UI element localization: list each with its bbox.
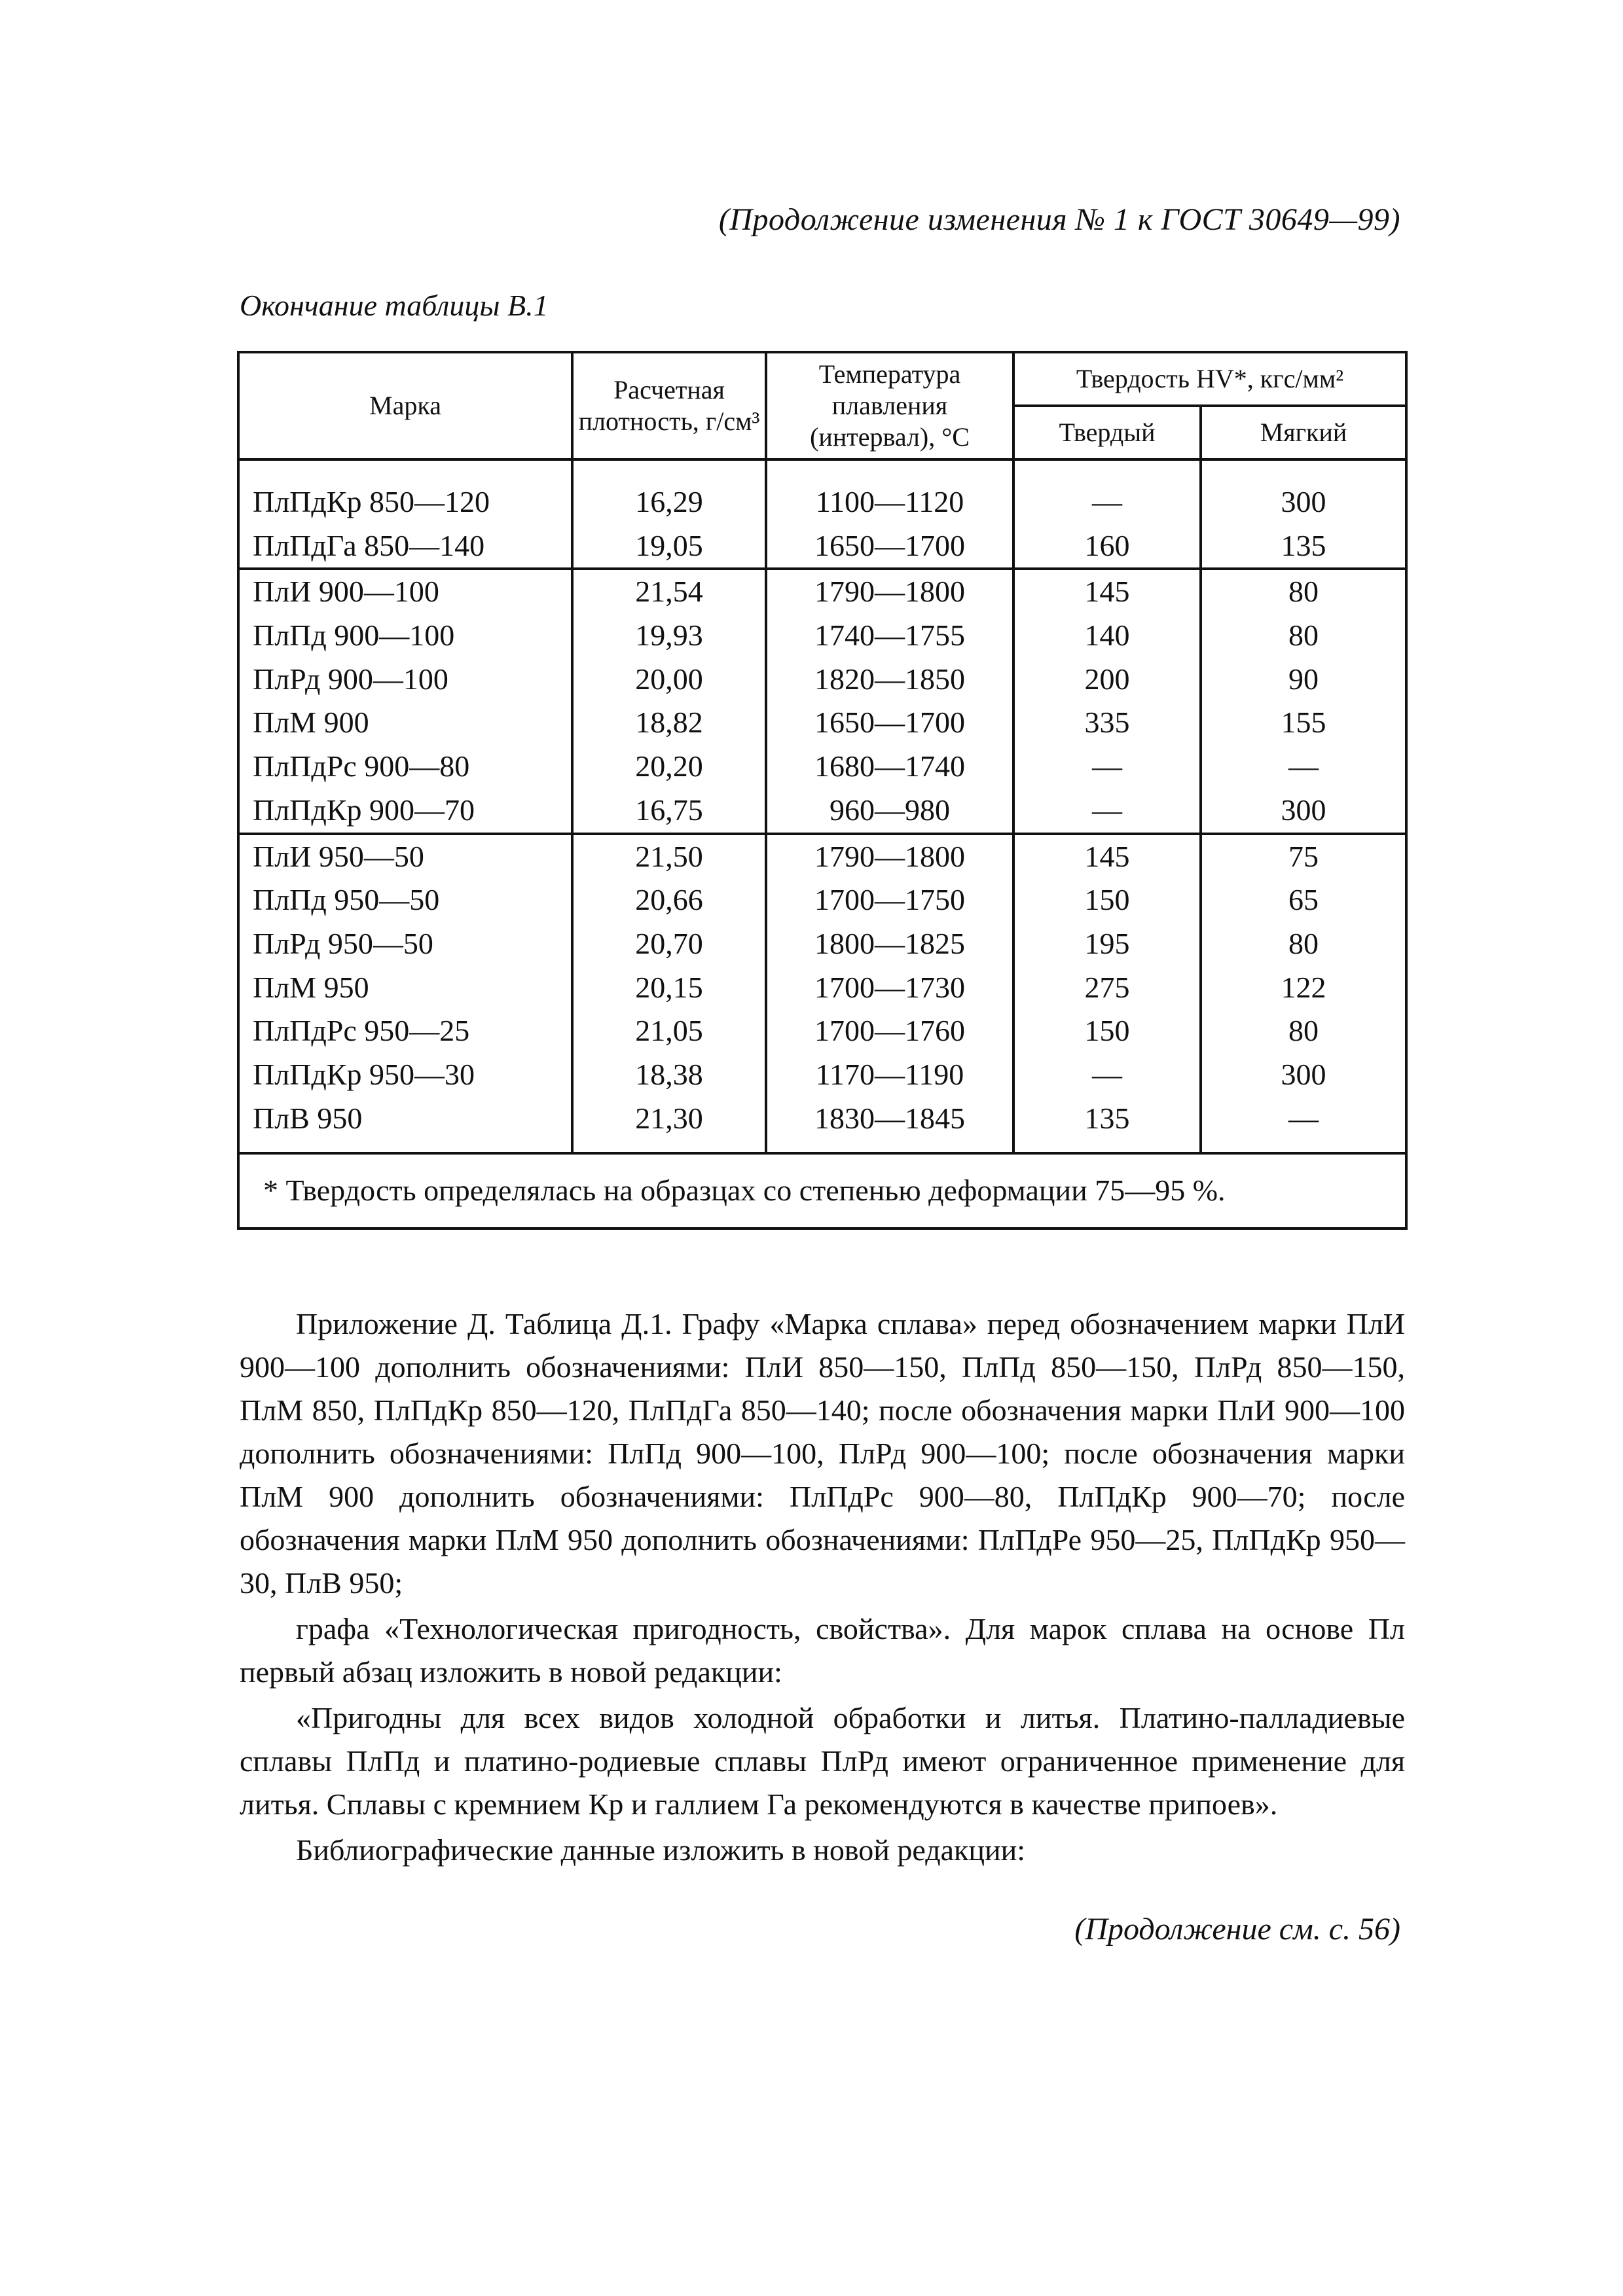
cell-hard: 135 (1013, 1097, 1201, 1154)
cell-brand: ПлВ 950 (238, 1097, 572, 1154)
cell-density: 21,50 (572, 834, 766, 879)
cell-melting-temp: 1700—1760 (766, 1009, 1013, 1053)
cell-hard: 200 (1013, 658, 1201, 702)
cell-melting-temp: 1170—1190 (766, 1053, 1013, 1097)
cell-melting-temp: 1680—1740 (766, 745, 1013, 789)
cell-soft: 65 (1201, 878, 1406, 922)
cell-density: 20,00 (572, 658, 766, 702)
paragraph: Библиографические данные изложить в новой редакции: (296, 1833, 1025, 1867)
cell-brand: ПлПдРс 950—25 (238, 1009, 572, 1053)
cell-hard: — (1013, 745, 1201, 789)
table-row (238, 789, 1406, 834)
header-melting-temp: Температура плавления (интервал), °С (766, 352, 1013, 459)
cell-density: 18,82 (572, 701, 766, 745)
cell-hard: — (1013, 459, 1201, 524)
header-hard: Твердый (1013, 406, 1201, 459)
cell-soft: 80 (1201, 569, 1406, 614)
cell-hard: 160 (1013, 524, 1201, 569)
cell-melting-temp: 1790—1800 (766, 569, 1013, 614)
cell-hard: 275 (1013, 966, 1201, 1010)
cell-density: 21,54 (572, 569, 766, 614)
cell-density: 20,20 (572, 745, 766, 789)
cell-melting-temp: 1800—1825 (766, 922, 1013, 966)
table-caption: Окончание таблицы В.1 (240, 289, 549, 322)
cell-brand: ПлМ 900 (238, 701, 572, 745)
paragraph: Приложение Д. Таблица Д.1. Графу «Марка сплава» перед обозначением марки ПлИ 900—100 дополнить обозначениями: ПлИ 850—150, ПлПд 850—150, ПлРд 850—150, ПлМ 850, ПлПдКр 850—120, ПлПдГа 850—140; после обозначения марки ПлИ 900—100 дополнить обозначениями: ПлПд 900—100, ПлРд 900—100; после обозначения марки ПлМ 900 дополнить обозначениями: ПлПдРс 900—80, ПлПдКр 900—70; после обозначения марки ПлМ 950 дополнить обозначениями: ПлПдРе 950—25, ПлПдКр 950—30, ПлВ 950; (240, 1307, 1405, 1600)
cell-brand: ПлРд 950—50 (238, 922, 572, 966)
table-row (238, 569, 1406, 614)
cell-melting-temp: 1650—1700 (766, 701, 1013, 745)
cell-soft: 80 (1201, 614, 1406, 658)
cell-density: 16,75 (572, 789, 766, 834)
cell-hard: 145 (1013, 834, 1201, 879)
cell-soft: — (1201, 1097, 1406, 1154)
cell-melting-temp: 1820—1850 (766, 658, 1013, 702)
cell-melting-temp: 1650—1700 (766, 524, 1013, 569)
body-text (240, 1302, 1405, 1874)
cell-hard: — (1013, 1053, 1201, 1097)
table-row (238, 1009, 1406, 1053)
header-density: Расчетная плотность, г/см³ (572, 352, 766, 459)
cell-soft: 155 (1201, 701, 1406, 745)
cell-soft: 80 (1201, 922, 1406, 966)
table-row (238, 745, 1406, 789)
cell-hard: 145 (1013, 569, 1201, 614)
cell-brand: ПлПд 950—50 (238, 878, 572, 922)
table-row (238, 834, 1406, 879)
table-row (238, 459, 1406, 524)
cell-melting-temp: 1100—1120 (766, 459, 1013, 524)
cell-brand: ПлПдКр 900—70 (238, 789, 572, 834)
cell-soft: 300 (1201, 789, 1406, 834)
cell-melting-temp: 960—980 (766, 789, 1013, 834)
cell-brand: ПлПдГа 850—140 (238, 524, 572, 569)
hardness-table (237, 351, 1405, 1230)
cell-density: 19,93 (572, 614, 766, 658)
cell-melting-temp: 1700—1750 (766, 878, 1013, 922)
table-row (238, 614, 1406, 658)
cell-soft: 75 (1201, 834, 1406, 879)
cell-density: 19,05 (572, 524, 766, 569)
cell-soft: 135 (1201, 524, 1406, 569)
header-hardness: Твердость HV*, кгс/мм² (1013, 352, 1406, 406)
cell-density: 20,15 (572, 966, 766, 1010)
cell-brand: ПлПд 900—100 (238, 614, 572, 658)
cell-hard: 150 (1013, 1009, 1201, 1053)
cell-brand: ПлПдКр 850—120 (238, 459, 572, 524)
data-table (237, 351, 1408, 1230)
cell-brand: ПлМ 950 (238, 966, 572, 1010)
cell-density: 18,38 (572, 1053, 766, 1097)
paragraph: «Пригодны для всех видов холодной обработки и литья. Платино-палладиевые сплавы ПлПд и платино-родиевые сплавы ПлРд имеют ограниченное применение для литья. Сплавы с кремнием Кр и галлием Га рекомендуются в качестве припоев». (240, 1701, 1405, 1821)
cell-melting-temp: 1700—1730 (766, 966, 1013, 1010)
cell-hard: 150 (1013, 878, 1201, 922)
table-row (238, 922, 1406, 966)
cell-brand: ПлПдРс 900—80 (238, 745, 572, 789)
table-row (238, 701, 1406, 745)
paragraph: графа «Технологическая пригодность, свойства». Для марок сплава на основе Пл первый абзац изложить в новой редакции: (240, 1612, 1405, 1689)
cell-density: 20,66 (572, 878, 766, 922)
table-row (238, 878, 1406, 922)
cell-hard: — (1013, 789, 1201, 834)
table-row (238, 1053, 1406, 1097)
cell-soft: 300 (1201, 1053, 1406, 1097)
header-soft: Мягкий (1201, 406, 1406, 459)
cell-brand: ПлИ 900—100 (238, 569, 572, 614)
header-brand: Марка (238, 352, 572, 459)
cell-hard: 140 (1013, 614, 1201, 658)
cell-melting-temp: 1740—1755 (766, 614, 1013, 658)
cell-density: 16,29 (572, 459, 766, 524)
table-footnote: * Твердость определялась на образцах со степенью деформации 75—95 %. (238, 1153, 1406, 1229)
table-body (238, 459, 1406, 1153)
cell-brand: ПлПдКр 950—30 (238, 1053, 572, 1097)
cell-soft: — (1201, 745, 1406, 789)
cell-hard: 335 (1013, 701, 1201, 745)
table-row (238, 966, 1406, 1010)
cell-density: 21,05 (572, 1009, 766, 1053)
cell-density: 21,30 (572, 1097, 766, 1154)
cell-soft: 300 (1201, 459, 1406, 524)
cell-hard: 195 (1013, 922, 1201, 966)
page-footer: (Продолжение см. с. 56) (1074, 1912, 1400, 1946)
cell-density: 20,70 (572, 922, 766, 966)
table-row (238, 524, 1406, 569)
cell-brand: ПлРд 900—100 (238, 658, 572, 702)
cell-melting-temp: 1790—1800 (766, 834, 1013, 879)
cell-soft: 80 (1201, 1009, 1406, 1053)
table-row (238, 658, 1406, 702)
table-row (238, 1097, 1406, 1154)
cell-soft: 122 (1201, 966, 1406, 1010)
cell-brand: ПлИ 950—50 (238, 834, 572, 879)
cell-soft: 90 (1201, 658, 1406, 702)
page-header: (Продолжение изменения № 1 к ГОСТ 30649—99) (718, 202, 1400, 237)
cell-melting-temp: 1830—1845 (766, 1097, 1013, 1154)
